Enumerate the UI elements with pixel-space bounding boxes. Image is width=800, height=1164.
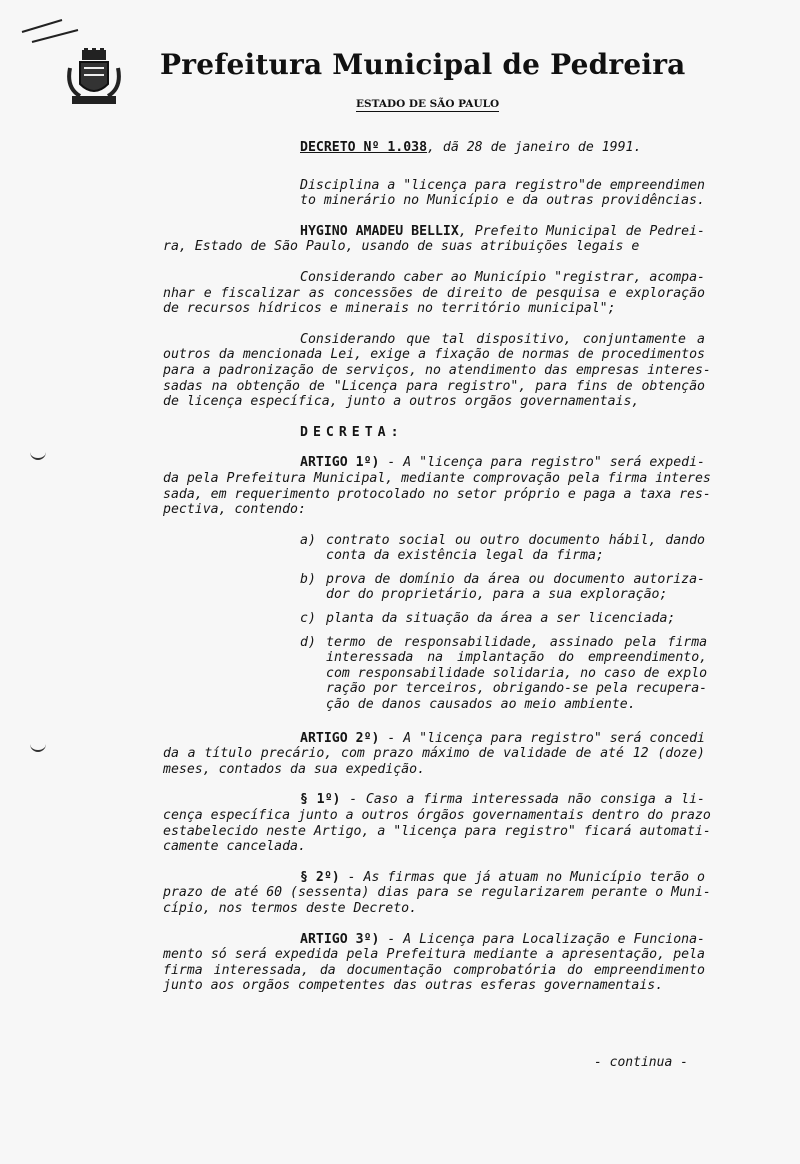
state-subtitle: ESTADO DE SÃO PAULO (356, 98, 500, 110)
paragraph-2: § 2º) - As firmas que já atuam no Município terão o prazo de até 60 (sessenta) dias para se regularizarem perante o Muni- cípio, nos termos deste Decreto. (163, 869, 711, 916)
article-2: ARTIGO 2º) - A "licença para registro" será concedi da a título precário, com prazo máximo de validade de até 12 (doze) meses, contados da sua expedição. (163, 730, 705, 777)
continues-note: - continua - (594, 1055, 688, 1070)
list-item: c) planta da situação da área a ser licenciada; (300, 611, 676, 627)
handwritten-marks (20, 18, 80, 48)
decreta-heading: DECRETA: (300, 424, 404, 440)
mayor-name: HYGINO AMADEU BELLIX (300, 223, 459, 239)
municipal-coat-of-arms (66, 48, 122, 106)
decree-body (163, 140, 711, 1009)
margin-mark (30, 744, 46, 752)
article-3: ARTIGO 3º) - A Licença para Localização e Funciona- mento só será expedida pela Prefeitura mediante a apresentação, pela firma interessada, da documentação comprobatória do empreendimento junto aos orgãos competentes das outras esferas governamentais. (163, 931, 705, 994)
list-item: a) contrato social ou outro documento hábil, dando conta da existência legal da firma; (300, 532, 705, 564)
considering-1: Considerando caber ao Município "registrar, acompa- nhar e fiscalizar as concessões de direito de pesquisa e exploração de recursos hídricos e minerais no território municipal"; (163, 269, 705, 317)
decree-heading: DECRETO Nº 1.038, dã 28 de janeiro de 1991. (300, 140, 642, 155)
summary: Disciplina a "licença para registro"de empreendimen to minerário no Município e da outras providências. (300, 177, 705, 209)
article-1-items (163, 532, 708, 713)
list-item: b) prova de domínio da área ou documento autoriza- dor do proprietário, para a sua exploração; (300, 571, 705, 603)
intro-paragraph: HYGINO AMADEU BELLIX, Prefeito Municipal de Pedrei- ra, Estado de São Paulo, usando de suas atribuições legais e (163, 223, 705, 255)
considering-2: Considerando que tal dispositivo, conjuntamente a outros da mencionada Lei, exige a fixação de normas de procedimentos para a padronização de serviços, no atendimento das empresas interes- sadas na obtenção de "Licença para registro", para fins de obtenção de licença específica, junto a outros orgãos governamentais, (163, 331, 711, 410)
paragraph-1: § 1º) - Caso a firma interessada não consiga a li- cença específica junto a outros órgãos governamentais dentro do prazo estabelecido neste Artigo, a "licença para registro" ficará automati- camente cancelada. (163, 792, 711, 855)
page-title: Prefeitura Municipal de Pedreira (160, 48, 686, 81)
article-1: ARTIGO 1º) - A "licença para registro" será expedi- da pela Prefeitura Municipal, mediante comprovação pela firma interes sada, em requerimento protocolado no setor próprio e paga a taxa res- pectiva, contendo: (163, 455, 711, 518)
margin-mark (30, 452, 46, 460)
list-item: d) termo de responsabilidade, assinado pela firma interessada na implantação do empreendimento, com responsabilidade solidaria, no caso de explo ração por terceiros, obrigando-se pela recupera- ção de danos causados ao meio ambiente. (300, 634, 708, 713)
